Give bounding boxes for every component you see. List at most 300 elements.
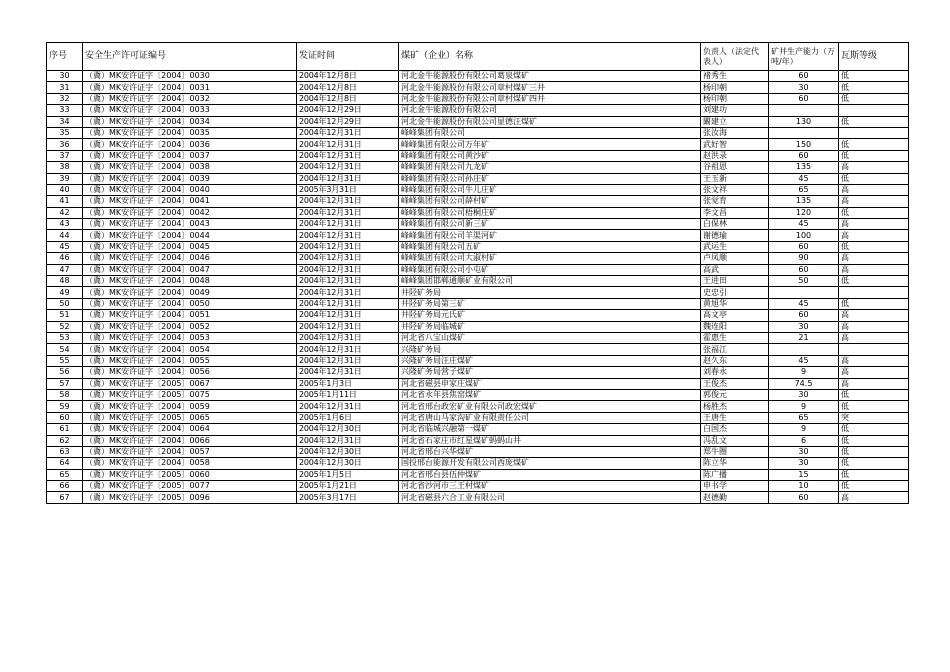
cell-name: 兴隆矿务局 [399,344,701,355]
cell-person: 张文祥 [701,184,769,195]
cell-capacity: 135 [769,162,839,173]
cell-license: （冀）MK安许证字〔2004〕0036 [83,139,297,150]
header-date: 发证时间 [297,43,399,71]
cell-license: （冀）MK安许证字〔2004〕0064 [83,424,297,435]
cell-person: 刘建功 [701,105,769,116]
cell-date: 2004年12月31日 [297,207,399,218]
cell-date: 2004年12月31日 [297,321,399,332]
header-license: 安全生产许可证编号 [83,43,297,71]
cell-seq: 31 [47,82,83,93]
cell-capacity: 60 [769,241,839,252]
cell-capacity: 65 [769,412,839,423]
cell-person: 魏连阳 [701,321,769,332]
cell-seq: 43 [47,219,83,230]
cell-license: （冀）MK安许证字〔2005〕0077 [83,481,297,492]
header-capacity: 矿井生产能力（万吨/年） [769,43,839,71]
cell-capacity: 50 [769,276,839,287]
cell-gas: 高 [839,310,909,321]
table-row [47,105,909,116]
cell-date: 2004年12月31日 [297,241,399,252]
table-row [47,298,909,309]
cell-capacity: 9 [769,424,839,435]
cell-name: 兴隆矿务局汪庄煤矿 [399,355,701,366]
cell-date: 2004年12月31日 [297,287,399,298]
cell-gas: 低 [839,481,909,492]
cell-gas: 低 [839,207,909,218]
cell-capacity: 10 [769,481,839,492]
cell-name: 河北金牛能源股份有限公司 [399,105,701,116]
cell-date: 2004年12月31日 [297,173,399,184]
cell-person: 赵久东 [701,355,769,366]
cell-license: （冀）MK安许证字〔2004〕0038 [83,162,297,173]
cell-name: 井陉矿务局元氏矿 [399,310,701,321]
cell-name: 峰峰集团有限公司五矿 [399,241,701,252]
table-row [47,264,909,275]
header-row [47,43,909,71]
cell-name: 河北省石家庄市红星煤矿蚂蚂山井 [399,435,701,446]
cell-name: 峰峰集团邯郸通顺矿业有限公司 [399,276,701,287]
cell-seq: 55 [47,355,83,366]
cell-name: 峰峰集团有限公司牛儿庄矿 [399,184,701,195]
cell-seq: 54 [47,344,83,355]
cell-person: 郭俊元 [701,389,769,400]
cell-seq: 65 [47,469,83,480]
cell-name: 井陉矿务局临城矿 [399,321,701,332]
table-row [47,367,909,378]
cell-name: 河北省临城兴融第一煤矿 [399,424,701,435]
table-row [47,458,909,469]
cell-license: （冀）MK安许证字〔2004〕0057 [83,446,297,457]
cell-person: 李文昌 [701,207,769,218]
cell-license: （冀）MK安许证字〔2004〕0046 [83,253,297,264]
cell-capacity: 9 [769,367,839,378]
cell-seq: 44 [47,230,83,241]
cell-seq: 35 [47,127,83,138]
table-row [47,446,909,457]
cell-gas: 低 [839,116,909,127]
cell-name: 峰峰集团有限公司孙庄矿 [399,173,701,184]
cell-person: 褚秀生 [701,71,769,82]
cell-name: 峰峰集团有限公司 [399,127,701,138]
cell-person: 高文亭 [701,310,769,321]
cell-gas: 高 [839,230,909,241]
cell-capacity [769,127,839,138]
cell-name: 井陉矿务局 [399,287,701,298]
cell-date: 2005年1月11日 [297,389,399,400]
cell-gas: 高 [839,321,909,332]
cell-gas: 低 [839,71,909,82]
cell-date: 2004年12月31日 [297,127,399,138]
cell-seq: 33 [47,105,83,116]
cell-seq: 46 [47,253,83,264]
table-row [47,424,909,435]
cell-gas: 低 [839,424,909,435]
table-row [47,139,909,150]
cell-capacity: 30 [769,458,839,469]
cell-license: （冀）MK安许证字〔2004〕0051 [83,310,297,321]
cell-date: 2004年12月29日 [297,116,399,127]
cell-capacity: 30 [769,446,839,457]
cell-person: 陈立华 [701,458,769,469]
cell-person: 王唐生 [701,412,769,423]
table-row [47,230,909,241]
cell-gas: 低 [839,173,909,184]
cell-license: （冀）MK安许证字〔2004〕0047 [83,264,297,275]
cell-name: 峰峰集团有限公司万年矿 [399,139,701,150]
cell-seq: 62 [47,435,83,446]
cell-gas: 低 [839,139,909,150]
cell-name: 井陉矿务局第三矿 [399,298,701,309]
cell-name: 河北金牛能源股份有限公司章村煤矿四井 [399,93,701,104]
cell-gas: 高 [839,367,909,378]
table-row [47,435,909,446]
cell-seq: 64 [47,458,83,469]
cell-license: （冀）MK安许证字〔2004〕0041 [83,196,297,207]
cell-date: 2004年12月31日 [297,264,399,275]
table-row [47,82,909,93]
cell-license: （冀）MK安许证字〔2004〕0059 [83,401,297,412]
cell-name: 河北金牛能源股份有限公司显德汪煤矿 [399,116,701,127]
cell-gas: 低 [839,469,909,480]
cell-name: 河北省沙河市三王村煤矿 [399,481,701,492]
cell-seq: 41 [47,196,83,207]
cell-gas: 高 [839,332,909,343]
cell-license: （冀）MK安许证字〔2004〕0043 [83,219,297,230]
cell-name: 峰峰集团有限公司大淑村矿 [399,253,701,264]
cell-capacity: 60 [769,93,839,104]
cell-capacity: 6 [769,435,839,446]
cell-person: 黄旭华 [701,298,769,309]
cell-person: 杨胜杰 [701,401,769,412]
cell-person: 白国杰 [701,424,769,435]
cell-capacity: 60 [769,150,839,161]
cell-gas: 高 [839,378,909,389]
cell-capacity: 100 [769,230,839,241]
cell-seq: 49 [47,287,83,298]
cell-date: 2004年12月30日 [297,424,399,435]
cell-license: （冀）MK安许证字〔2004〕0032 [83,93,297,104]
cell-license: （冀）MK安许证字〔2005〕0065 [83,412,297,423]
cell-license: （冀）MK安许证字〔2004〕0040 [83,184,297,195]
cell-person: 赵洪录 [701,150,769,161]
cell-gas: 低 [839,458,909,469]
table-row [47,71,909,82]
cell-seq: 57 [47,378,83,389]
cell-gas: 低 [839,446,909,457]
table-row [47,150,909,161]
cell-license: （冀）MK安许证字〔2004〕0048 [83,276,297,287]
table-row [47,162,909,173]
table-row [47,321,909,332]
table-row [47,389,909,400]
cell-license: （冀）MK安许证字〔2004〕0035 [83,127,297,138]
table-row [47,241,909,252]
cell-person: 白保林 [701,219,769,230]
cell-person: 杨印朝 [701,82,769,93]
cell-seq: 61 [47,424,83,435]
cell-gas [839,287,909,298]
cell-date: 2004年12月31日 [297,162,399,173]
cell-license: （冀）MK安许证字〔2005〕0096 [83,492,297,503]
cell-seq: 37 [47,150,83,161]
cell-capacity: 65 [769,184,839,195]
table-row [47,287,909,298]
table-row [47,412,909,423]
cell-name: 河北金牛能源股份有限公司葛泉煤矿 [399,71,701,82]
cell-person: 谷祖恩 [701,162,769,173]
cell-capacity: 60 [769,310,839,321]
cell-date: 2004年12月31日 [297,344,399,355]
cell-date: 2005年3月17日 [297,492,399,503]
cell-date: 2004年12月31日 [297,219,399,230]
cell-date: 2005年1月3日 [297,378,399,389]
cell-person: 杨印朝 [701,93,769,104]
cell-gas: 高 [839,492,909,503]
cell-license: （冀）MK安许证字〔2004〕0033 [83,105,297,116]
cell-seq: 53 [47,332,83,343]
cell-seq: 30 [47,71,83,82]
cell-name: 峰峰集团有限公司黄沙矿 [399,150,701,161]
cell-license: （冀）MK安许证字〔2004〕0054 [83,344,297,355]
table-row [47,481,909,492]
cell-person: 高武 [701,264,769,275]
cell-gas: 低 [839,241,909,252]
cell-name: 河北省永年县焦窑煤矿 [399,389,701,400]
cell-date: 2005年1月5日 [297,469,399,480]
cell-seq: 38 [47,162,83,173]
cell-capacity: 74.5 [769,378,839,389]
cell-gas: 低 [839,435,909,446]
cell-capacity: 130 [769,116,839,127]
table-row [47,253,909,264]
cell-gas: 低 [839,298,909,309]
cell-gas: 高 [839,355,909,366]
cell-gas: 低 [839,276,909,287]
cell-seq: 52 [47,321,83,332]
header-seq: 序号 [47,43,83,71]
cell-seq: 67 [47,492,83,503]
cell-license: （冀）MK安许证字〔2005〕0075 [83,389,297,400]
cell-gas: 突 [839,412,909,423]
cell-seq: 34 [47,116,83,127]
cell-seq: 63 [47,446,83,457]
table-row [47,344,909,355]
cell-seq: 59 [47,401,83,412]
cell-license: （冀）MK安许证字〔2004〕0066 [83,435,297,446]
cell-capacity: 45 [769,219,839,230]
cell-capacity: 45 [769,173,839,184]
cell-capacity: 30 [769,389,839,400]
cell-date: 2004年12月31日 [297,355,399,366]
cell-capacity: 30 [769,82,839,93]
cell-date: 2004年12月31日 [297,310,399,321]
table-body [47,71,909,504]
cell-seq: 32 [47,93,83,104]
cell-license: （冀）MK安许证字〔2004〕0037 [83,150,297,161]
cell-capacity [769,287,839,298]
cell-name: 河北省邢台兴华煤矿 [399,446,701,457]
table-row [47,469,909,480]
cell-name: 峰峰集团有限公司羊渠河矿 [399,230,701,241]
cell-person: 张觉育 [701,196,769,207]
cell-date: 2004年12月31日 [297,435,399,446]
cell-date: 2004年12月31日 [297,150,399,161]
cell-seq: 47 [47,264,83,275]
cell-capacity: 60 [769,264,839,275]
cell-name: 河北省邢台县伍仲煤矿 [399,469,701,480]
cell-date: 2004年12月31日 [297,139,399,150]
cell-capacity: 120 [769,207,839,218]
cell-date: 2004年12月31日 [297,230,399,241]
cell-license: （冀）MK安许证字〔2005〕0067 [83,378,297,389]
cell-person: 霍惠生 [701,332,769,343]
cell-capacity [769,344,839,355]
cell-gas [839,105,909,116]
cell-name: 河北金牛能源股份有限公司章村煤矿三井 [399,82,701,93]
cell-capacity: 90 [769,253,839,264]
cell-name: 国投邢台能源开发有限公司西庞煤矿 [399,458,701,469]
cell-gas [839,127,909,138]
cell-seq: 36 [47,139,83,150]
table-row [47,196,909,207]
cell-person: 郑牛圈 [701,446,769,457]
header-name: 煤矿（企业）名称 [399,43,701,71]
cell-person: 赵德勤 [701,492,769,503]
cell-capacity: 45 [769,355,839,366]
cell-person: 冯乱文 [701,435,769,446]
cell-capacity: 9 [769,401,839,412]
cell-seq: 56 [47,367,83,378]
cell-date: 2004年12月31日 [297,298,399,309]
cell-capacity: 30 [769,321,839,332]
cell-license: （冀）MK安许证字〔2004〕0031 [83,82,297,93]
cell-gas: 低 [839,150,909,161]
cell-gas: 低 [839,401,909,412]
cell-gas: 高 [839,184,909,195]
cell-capacity: 15 [769,469,839,480]
cell-capacity: 45 [769,298,839,309]
table-row [47,355,909,366]
cell-name: 峰峰集团有限公司小屯矿 [399,264,701,275]
cell-name: 河北省八宝山煤矿 [399,332,701,343]
cell-license: （冀）MK安许证字〔2004〕0049 [83,287,297,298]
table-header [47,43,909,71]
cell-person: 刘春永 [701,367,769,378]
cell-person: 王俊杰 [701,378,769,389]
table-row [47,332,909,343]
cell-gas: 低 [839,82,909,93]
cell-license: （冀）MK安许证字〔2004〕0034 [83,116,297,127]
cell-person: 申书学 [701,481,769,492]
cell-name: 河北省磁县申家庄煤矿 [399,378,701,389]
cell-person: 王进田 [701,276,769,287]
table-row [47,116,909,127]
cell-seq: 50 [47,298,83,309]
cell-capacity: 21 [769,332,839,343]
cell-seq: 51 [47,310,83,321]
cell-date: 2004年12月31日 [297,253,399,264]
cell-license: （冀）MK安许证字〔2004〕0042 [83,207,297,218]
header-person: 负责人（法定代表人） [701,43,769,71]
license-table [46,42,909,504]
table-row [47,401,909,412]
cell-date: 2004年12月8日 [297,93,399,104]
cell-gas [839,344,909,355]
cell-date: 2004年12月8日 [297,71,399,82]
cell-date: 2005年3月31日 [297,184,399,195]
cell-person: 张汝海 [701,127,769,138]
cell-person: 张福江 [701,344,769,355]
table-row [47,378,909,389]
cell-license: （冀）MK安许证字〔2004〕0050 [83,298,297,309]
cell-license: （冀）MK安许证字〔2004〕0055 [83,355,297,366]
cell-date: 2005年1月6日 [297,412,399,423]
table-row [47,207,909,218]
cell-name: 峰峰集团有限公司九龙矿 [399,162,701,173]
table-row [47,310,909,321]
cell-license: （冀）MK安许证字〔2004〕0044 [83,230,297,241]
table-row [47,127,909,138]
cell-date: 2004年12月31日 [297,196,399,207]
cell-date: 2004年12月31日 [297,332,399,343]
cell-date: 2005年1月21日 [297,481,399,492]
table-row [47,173,909,184]
cell-date: 2004年12月30日 [297,446,399,457]
cell-capacity: 150 [769,139,839,150]
table-row [47,219,909,230]
cell-date: 2004年12月29日 [297,105,399,116]
cell-name: 河北省唐山马家沟矿业有限责任公司 [399,412,701,423]
cell-name: 峰峰集团有限公司新三矿 [399,219,701,230]
cell-license: （冀）MK安许证字〔2004〕0053 [83,332,297,343]
cell-person: 陈广播 [701,469,769,480]
cell-gas: 低 [839,93,909,104]
cell-person: 谢德瑜 [701,230,769,241]
cell-license: （冀）MK安许证字〔2004〕0045 [83,241,297,252]
cell-seq: 45 [47,241,83,252]
cell-person: 武运生 [701,241,769,252]
cell-date: 2004年12月30日 [297,458,399,469]
header-gas: 瓦斯等级 [839,43,909,71]
table-row [47,93,909,104]
cell-seq: 60 [47,412,83,423]
cell-person: 武好智 [701,139,769,150]
cell-person: 史忠引 [701,287,769,298]
cell-seq: 40 [47,184,83,195]
cell-seq: 39 [47,173,83,184]
cell-gas: 低 [839,389,909,400]
cell-date: 2004年12月8日 [297,82,399,93]
cell-license: （冀）MK安许证字〔2004〕0052 [83,321,297,332]
cell-gas: 高 [839,196,909,207]
cell-name: 河北省磁县六合工业有限公司 [399,492,701,503]
cell-gas: 高 [839,264,909,275]
cell-seq: 58 [47,389,83,400]
cell-capacity: 135 [769,196,839,207]
table-row [47,276,909,287]
cell-gas: 高 [839,253,909,264]
table-row [47,492,909,503]
cell-capacity: 60 [769,492,839,503]
cell-person: 闞建立 [701,116,769,127]
table-row [47,184,909,195]
cell-date: 2004年12月31日 [297,401,399,412]
cell-license: （冀）MK安许证字〔2004〕0039 [83,173,297,184]
cell-name: 兴隆矿务局营子煤矿 [399,367,701,378]
cell-seq: 48 [47,276,83,287]
cell-name: 峰峰集团有限公司薛村矿 [399,196,701,207]
cell-license: （冀）MK安许证字〔2004〕0058 [83,458,297,469]
